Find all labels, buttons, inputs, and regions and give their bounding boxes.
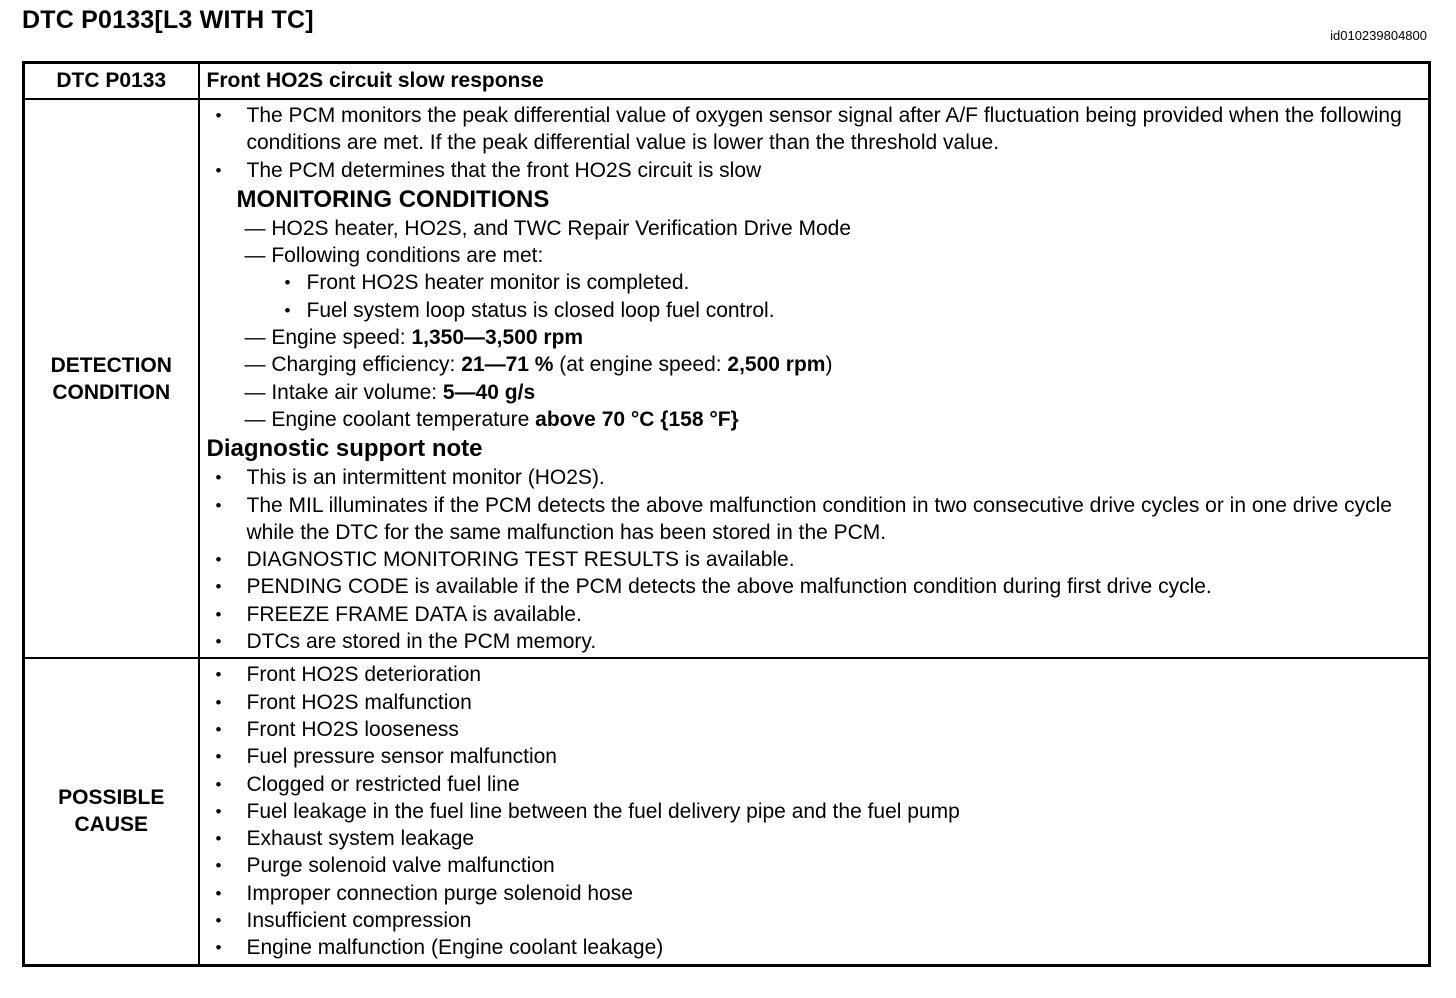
list-item: • Front HO2S malfunction [207,689,1419,716]
detection-condition-row [24,99,1430,658]
list-item [245,324,1419,351]
charging-engine-speed-value: 2,500 rpm [727,353,826,377]
charging-efficiency-mid: (at engine speed: [553,353,728,377]
coolant-temp-value: above 70 °C {158 °F} [535,407,739,431]
detection-condition-content [199,99,1430,658]
list-item: • Fuel pressure sensor malfunction [207,743,1419,770]
possible-cause-list [207,661,1419,961]
detection-label-line1: DETECTION [50,353,172,377]
list-item: • DIAGNOSTIC MONITORING TEST RESULTS is available. [207,546,1419,573]
image-id-label: id010239804800 [1330,28,1427,43]
detection-condition-label [24,99,199,658]
list-item: • DTCs are stored in the PCM memory. [207,628,1419,655]
detection-label-line2: CONDITION [52,380,171,404]
possible-cause-content [199,658,1430,965]
charging-efficiency-end: ) [825,353,833,377]
list-item: • Fuel leakage in the fuel line between the fuel delivery pipe and the fuel pump [207,798,1419,825]
list-item: • The PCM monitors the peak differential value of oxygen sensor signal after A/F fluctuation being provided when the following conditions are met. If the peak differential value is lower than the threshold value. [207,102,1419,157]
list-item: • Engine malfunction (Engine coolant leakage) [207,934,1419,961]
engine-speed-label: — Engine speed: [244,326,412,350]
possible-label-line2: CAUSE [74,813,148,837]
list-item [245,379,1419,406]
list-item: • PENDING CODE is available if the PCM detects the above malfunction condition during first drive cycle. [207,573,1419,600]
coolant-temp-label: — Engine coolant temperature [244,407,536,431]
page-title: DTC P0133[L3 WITH TC] [22,6,314,34]
diagnostic-support-heading: Diagnostic support note [206,435,483,463]
list-item [245,242,1419,324]
possible-cause-label [24,658,199,965]
list-item: • Front HO2S heater monitor is completed. [277,269,1419,296]
list-item: • This is an intermittent monitor (HO2S). [207,464,1419,491]
list-item: • The MIL illuminates if the PCM detects the above malfunction condition in two consecutive drive cycles or in one drive cycle while the DTC for the same malfunction has been stored in the PCM. [207,492,1419,547]
list-item [245,351,1419,378]
list-item: • Front HO2S deterioration [207,661,1419,688]
list-item: • Fuel system loop status is closed loop fuel control. [277,297,1419,324]
dtc-code-cell: DTC P0133 [24,63,199,100]
list-item: • Clogged or restricted fuel line [207,771,1419,798]
sub-conditions-list [245,269,1419,324]
dtc-table [22,61,1431,967]
charging-efficiency-label: — Charging efficiency: [244,353,462,377]
monitoring-conditions-list [207,215,1419,433]
list-item: • Front HO2S looseness [207,716,1419,743]
list-item: • Insufficient compression [207,907,1419,934]
possible-cause-row [24,658,1430,965]
list-item: • Improper connection purge solenoid hose [207,880,1419,907]
table-header-row [24,63,1430,100]
diagnostic-notes-list [207,464,1419,655]
following-conditions-text: — Following conditions are met: [244,244,544,268]
engine-speed-value: 1,350—3,500 rpm [411,326,584,350]
list-item: — HO2S heater, HO2S, and TWC Repair Verification Drive Mode [244,216,852,240]
intake-air-value: 5—40 g/s [442,380,536,404]
intake-air-label: — Intake air volume: [244,380,443,404]
list-item [245,406,1419,433]
list-item: • The PCM determines that the front HO2S circuit is slow [207,157,1419,184]
charging-efficiency-value: 21—71 % [461,353,554,377]
list-item: • FREEZE FRAME DATA is available. [207,601,1419,628]
detection-bullets [207,102,1419,184]
monitoring-conditions-heading: MONITORING CONDITIONS [236,185,550,213]
list-item: • Purge solenoid valve malfunction [207,852,1419,879]
possible-label-line1: POSSIBLE [58,786,165,810]
dtc-description-cell: Front HO2S circuit slow response [199,63,1430,100]
list-item: • Exhaust system leakage [207,825,1419,852]
